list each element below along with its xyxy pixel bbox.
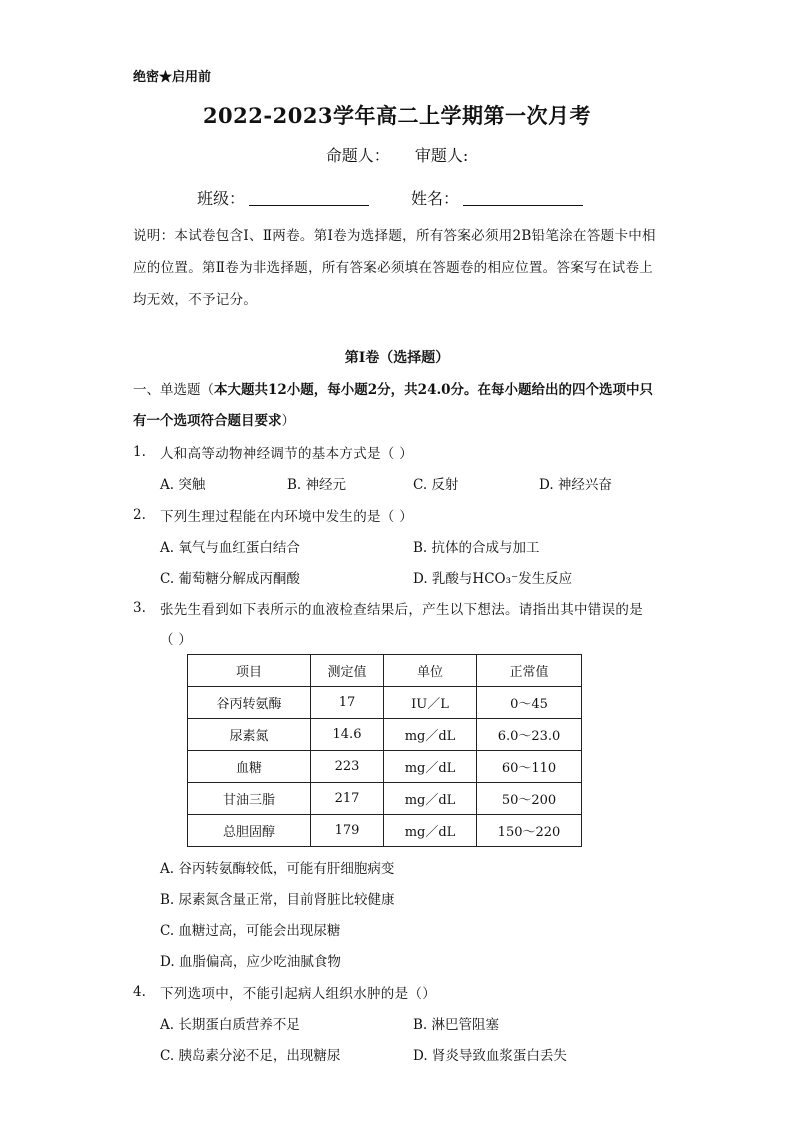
option-c: C. 胰岛素分泌不足，出现糖尿 [160,1048,341,1064]
reviewer-label: 审题人: [414,146,469,165]
table-header-row [188,655,582,687]
option-b: B. 尿素氮含量正常，目前肾脏比较健康 [160,892,395,908]
cell: 150～220 [477,815,582,847]
name-field [411,186,583,209]
cell: mg／dL [384,815,477,847]
question-text: 人和高等动物神经调节的基本方式是（ ） [160,446,413,462]
table-row [188,815,582,847]
cell: mg／dL [384,783,477,815]
cell: mg／dL [384,751,477,783]
option-d: D. 血脂偏高，应少吃油腻食物 [160,954,341,970]
option-a: A. 长期蛋白质营养不足 [160,1017,300,1033]
question-number: 3. [133,600,146,616]
option-c: C. 葡萄糖分解成丙酮酸 [160,571,300,587]
cell: 总胆固醇 [188,815,311,847]
part-suffix: ） [281,413,295,429]
class-blank [249,191,369,206]
option-c: C. 反射 [413,477,459,493]
option-a: A. 谷丙转氨酶较低，可能有肝细胞病变 [160,861,395,877]
table-row [188,687,582,719]
option-d: D. 乳酸与HCO₃⁻发生反应 [413,571,573,587]
header-unit: 单位 [384,655,477,687]
question-text: 下列选项中，不能引起病人组织水肿的是（） [160,986,436,1002]
table-row [188,751,582,783]
question-text-cont: （ ） [160,632,193,648]
secret-label: 绝密★启用前 [133,70,212,85]
table-row [188,719,582,751]
cell: 血糖 [188,751,311,783]
option-c: C. 血糖过高，可能会出现尿糖 [160,923,341,939]
question-number: 1. [133,444,146,460]
option-a: A. 氧气与血红蛋白结合 [160,540,300,556]
cell: 50～200 [477,783,582,815]
cell: 6.0～23.0 [477,719,582,751]
question-number: 2. [133,507,146,523]
table-row [188,783,582,815]
option-a: A. 突触 [160,477,206,493]
option-b: B. 抗体的合成与加工 [413,540,540,556]
cell: mg／dL [384,719,477,751]
part-heading [133,375,663,437]
cell: IU／L [384,687,477,719]
cell: 尿素氮 [188,719,311,751]
author-label: 命题人： [325,146,390,165]
question-text: 下列生理过程能在内环境中发生的是（ ） [160,509,413,525]
option-d: D. 神经兴奋 [539,477,612,493]
class-label: 班级： [197,189,246,208]
option-b: B. 神经元 [287,477,347,493]
cell: 217 [311,783,384,815]
header-measured: 测定值 [311,655,384,687]
cell: 17 [311,687,384,719]
name-label: 姓名： [411,189,460,208]
part-prefix: 一、单选题（ [133,382,214,398]
question-number: 4. [133,984,146,1000]
exam-title: 2022-2023学年高二上学期第一次月考 [202,103,592,128]
option-b: B. 淋巴管阻塞 [413,1017,500,1033]
author-line [0,143,794,166]
cell: 179 [311,815,384,847]
blood-test-table [187,654,582,847]
cell: 甘油三脂 [188,783,311,815]
name-blank [463,191,583,206]
header-normal: 正常值 [477,655,582,687]
option-d: D. 肾炎导致血浆蛋白丢失 [413,1048,567,1064]
cell: 223 [311,751,384,783]
cell: 0～45 [477,687,582,719]
cell: 谷丙转氨酶 [188,687,311,719]
instructions: 说明：本试卷包含Ⅰ、Ⅱ两卷。第Ⅰ卷为选择题，所有答案必须用2B铅笔涂在答题卡中相应的位置。第Ⅱ卷为非选择题，所有答案必须填在答题卷的相应位置。答案写在试卷上均无效，不予记分。 [133,228,656,308]
cell: 14.6 [311,719,384,751]
part-description: 本大题共12小题，每小题2分，共24.0分。在每小题给出的四个选项中只有一个选项符合题目要求 [133,382,654,429]
question-text: 张先生看到如下表所示的血液检查结果后，产生以下想法。请指出其中错误的是 [160,602,643,618]
cell: 60～110 [477,751,582,783]
class-field [197,186,369,209]
header-item: 项目 [188,655,311,687]
section-title: 第Ⅰ卷（选择题） [344,350,450,366]
